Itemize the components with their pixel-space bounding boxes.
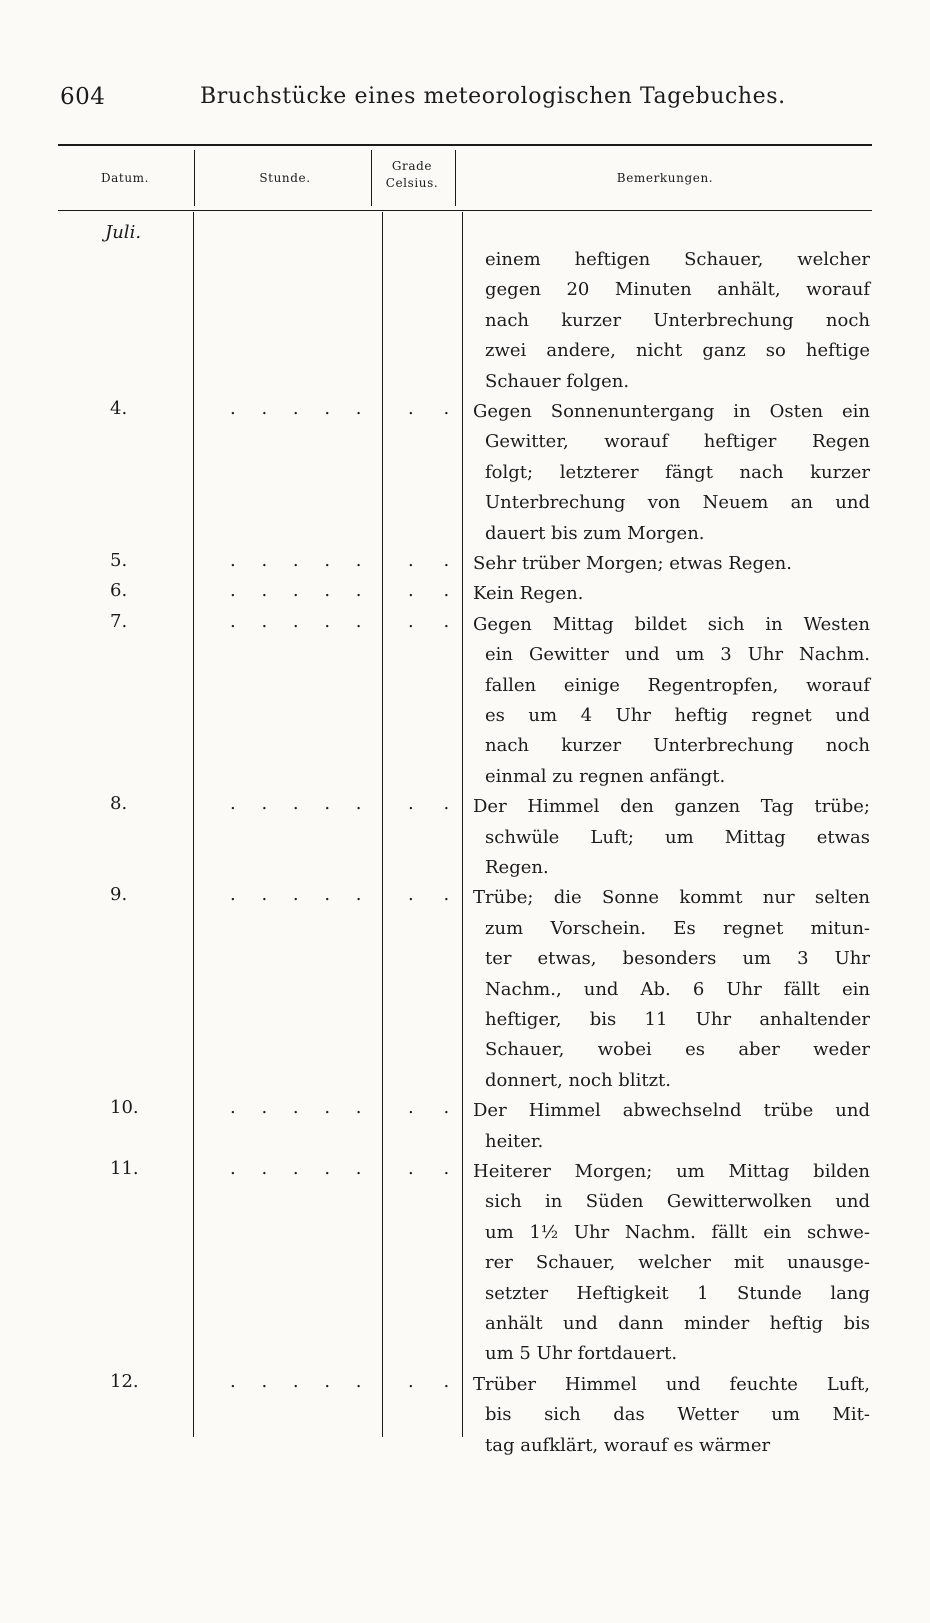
table-top-rule [58,144,872,146]
entry-grade-leader: . . [408,550,462,571]
remark-line: heftiger, bis 11 Uhr anhaltender [485,1009,870,1031]
month-label: Juli. [105,222,142,243]
remark-line: nach kurzer Unterbrechung noch [485,735,870,757]
remark-line: tag aufklärt, worauf es wärmer [485,1434,771,1456]
remark-line: ein Gewitter und um 3 Uhr Nachm. [485,644,870,666]
entry-date: 9. [110,884,128,906]
remark-line: zwei andere, nicht ganz so heftige [485,340,870,362]
remark-line: donnert, noch blitzt. [485,1069,672,1091]
column-divider-2 [371,150,372,206]
entry-grade-leader: . . [408,610,462,632]
remark-line: Heiterer Morgen; um Mittag bilden [473,1161,870,1182]
entry-date: 8. [110,793,128,815]
entry-date: 7. [110,610,128,632]
entry-grade-leader: . . [408,793,462,815]
page-number: 604 [60,84,106,110]
remark-line: um 5 Uhr fortdauert. [485,1343,678,1365]
entry-stunde-leader: . . . . . [230,610,372,632]
remark-line: Gegen Sonnenuntergang in Osten ein [473,401,870,422]
remark-line: anhält und dann minder heftig bis [485,1313,870,1335]
entry-remark [473,792,870,883]
entry-remark [473,883,870,1096]
remark-line: heiter. [485,1130,544,1152]
entry-date: 12. [110,1370,139,1392]
entry-date: 11. [110,1158,139,1179]
entry-date: 5. [110,550,128,571]
remark-line: Gegen Mittag bildet sich in Westen [473,613,870,635]
remark-line: Trübe; die Sonne kommt nur selten [473,887,870,909]
remark-line: Sehr trüber Morgen; etwas Regen. [473,553,792,574]
entry-remark [473,1157,870,1370]
header-grade-line1: Grade [391,159,433,173]
remark-line: rer Schauer, welcher mit unausge- [485,1252,870,1274]
entry-stunde-leader: . . . . . [230,1097,372,1119]
remark-line: nach kurzer Unterbrechung noch [485,309,870,331]
entry-remark [473,1370,870,1461]
header-grade-line2: Celsius. [385,176,439,190]
remark-line: Schauer folgen. [485,370,630,392]
column-divider-3 [455,150,456,206]
remark-line: ter etwas, besonders um 3 Uhr [485,948,870,970]
remark-line: fallen einige Regentropfen, worauf [485,674,870,696]
entry-grade-leader: . . [408,398,462,419]
remark-line: folgt; letzterer fängt nach kurzer [485,461,870,483]
continuation-remark [485,245,870,397]
header-stunde: Stunde. [259,171,311,185]
remark-line: um 1½ Uhr Nachm. fällt ein schwe- [485,1221,870,1243]
header-datum: Datum. [100,171,150,185]
entry-date: 10. [110,1097,139,1119]
remark-line: Nachm., und Ab. 6 Uhr fällt ein [485,978,870,1000]
remark-line: Unterbrechung von Neuem an und [485,492,870,514]
remark-line: Trüber Himmel und feuchte Luft, [473,1373,870,1395]
remark-line: Schauer, wobei es aber weder [485,1039,870,1061]
remark-line: schwüle Luft; um Mittag etwas [485,826,870,848]
remark-line: es um 4 Uhr heftig regnet und [485,705,870,727]
remark-line: dauert bis zum Morgen. [485,522,705,544]
entry-grade-leader: . . [408,884,462,906]
remark-line: bis sich das Wetter um Mit- [485,1404,870,1426]
entry-stunde-leader: . . . . . [230,580,372,602]
entry-grade-leader: . . [408,1158,462,1179]
remark-line: Regen. [485,857,549,878]
entry-grade-leader: . . [408,580,462,602]
remark-line: Gewitter, worauf heftiger Regen [485,431,870,453]
header-bemerkungen: Bemerkungen. [616,171,714,185]
remark-line: Kein Regen. [473,583,584,605]
remark-line: zum Vorschein. Es regnet mitun- [485,917,870,939]
entry-grade-leader: . . [408,1370,462,1392]
entry-remark [473,610,870,792]
entry-stunde-leader: . . . . . [230,1158,372,1179]
entry-stunde-leader: . . . . . [230,398,372,419]
entry-stunde-leader: . . . . . [230,1370,372,1392]
column-divider-1 [194,150,195,206]
entry-stunde-leader: . . . . . [230,884,372,906]
entry-grade-leader: . . [408,1097,462,1119]
entry-stunde-leader: . . . . . [230,550,372,571]
running-title: Bruchstücke eines meteorologischen Tagebuches. [200,84,786,109]
header-grade [372,158,452,192]
remark-line: setzter Heftigkeit 1 Stunde lang [485,1282,870,1304]
entry-remark [473,1096,870,1157]
remark-line: sich in Süden Gewitterwolken und [485,1191,870,1213]
table-header-rule [58,210,872,211]
entry-date: 4. [110,398,128,419]
entry-date: 6. [110,580,128,602]
remark-line: einem heftigen Schauer, welcher [485,249,870,270]
entry-remark [473,397,870,549]
entry-stunde-leader: . . . . . [230,793,372,815]
remark-line: gegen 20 Minuten anhält, worauf [485,279,870,301]
remark-line: einmal zu regnen anfängt. [485,765,726,787]
remark-line: Der Himmel den ganzen Tag trübe; [473,796,870,818]
remark-line: Der Himmel abwechselnd trübe und [473,1100,870,1122]
